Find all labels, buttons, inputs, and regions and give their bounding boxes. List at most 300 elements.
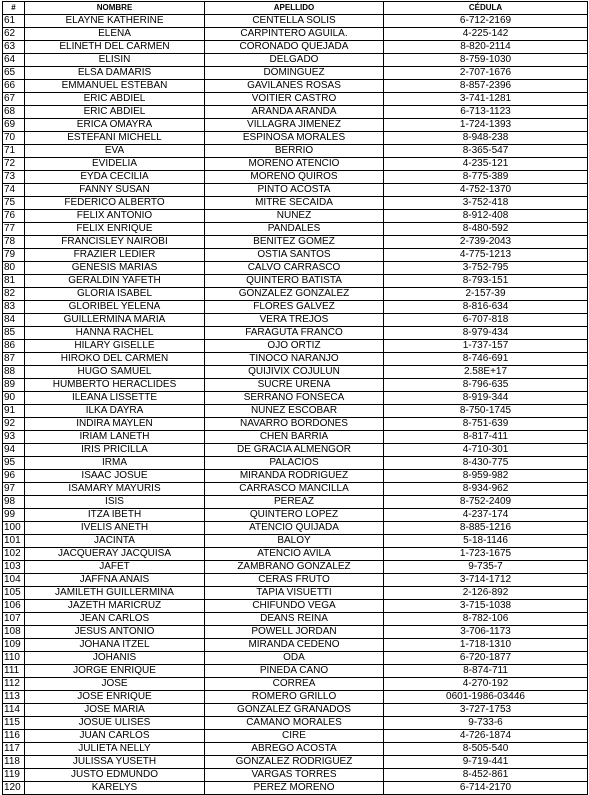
- nombre-cell: ISIS: [25, 496, 205, 509]
- apellido-cell: TINOCO NARANJO: [205, 353, 384, 366]
- cedula-cell: 3-752-795: [384, 262, 588, 275]
- row-number: 93: [3, 431, 25, 444]
- apellido-cell: VOITIER CASTRO: [205, 93, 384, 106]
- apellido-cell: PINTO ACOSTA: [205, 184, 384, 197]
- apellido-cell: CARPINTERO AGUILA.: [205, 28, 384, 41]
- apellido-cell: QUINTERO BATISTA: [205, 275, 384, 288]
- nombre-cell: EVA: [25, 145, 205, 158]
- table-header: [3, 2, 588, 15]
- table-row: [3, 444, 588, 457]
- row-number: 62: [3, 28, 25, 41]
- row-number: 76: [3, 210, 25, 223]
- apellido-cell: CAMANO MORALES: [205, 717, 384, 730]
- cedula-cell: 3-727-1753: [384, 704, 588, 717]
- table-row: [3, 93, 588, 106]
- nombre-cell: JOSE MARIA: [25, 704, 205, 717]
- cedula-cell: 0601-1986-03446: [384, 691, 588, 704]
- row-number: 98: [3, 496, 25, 509]
- cedula-cell: 3-752-418: [384, 197, 588, 210]
- nombre-cell: JULIETA NELLY: [25, 743, 205, 756]
- row-number: 108: [3, 626, 25, 639]
- table-row: [3, 483, 588, 496]
- apellido-cell: CORREA: [205, 678, 384, 691]
- row-number: 78: [3, 236, 25, 249]
- nombre-cell: HUMBERTO HERACLIDES: [25, 379, 205, 392]
- nombre-cell: HUGO SAMUEL: [25, 366, 205, 379]
- cedula-cell: 1-723-1675: [384, 548, 588, 561]
- apellido-cell: GAVILANES ROSAS: [205, 80, 384, 93]
- nombre-cell: INDIRA MAYLEN: [25, 418, 205, 431]
- apellido-cell: FARAGUTA FRANCO: [205, 327, 384, 340]
- apellido-cell: PALACIOS: [205, 457, 384, 470]
- nombre-cell: JAFET: [25, 561, 205, 574]
- cedula-cell: 1-737-157: [384, 340, 588, 353]
- apellido-cell: DEANS REINA: [205, 613, 384, 626]
- cedula-cell: 4-270-192: [384, 678, 588, 691]
- apellido-cell: GONZALEZ GRANADOS: [205, 704, 384, 717]
- table-row: [3, 561, 588, 574]
- cedula-cell: 9-733-6: [384, 717, 588, 730]
- table-row: [3, 28, 588, 41]
- table-row: [3, 275, 588, 288]
- nombre-cell: IRMA: [25, 457, 205, 470]
- row-number: 67: [3, 93, 25, 106]
- row-number: 103: [3, 561, 25, 574]
- row-number: 94: [3, 444, 25, 457]
- cedula-cell: 3-715-1038: [384, 600, 588, 613]
- cedula-cell: 8-912-408: [384, 210, 588, 223]
- nombre-cell: JULISSA YUSETH: [25, 756, 205, 769]
- nombre-cell: GERALDIN YAFETH: [25, 275, 205, 288]
- table-row: [3, 262, 588, 275]
- header-apellido: APELLIDO: [205, 2, 384, 15]
- row-number: 111: [3, 665, 25, 678]
- table-row: [3, 470, 588, 483]
- table-row: [3, 392, 588, 405]
- nombre-cell: ERICA OMAYRA: [25, 119, 205, 132]
- apellido-cell: MORENO QUIROS: [205, 171, 384, 184]
- cedula-cell: 2-126-892: [384, 587, 588, 600]
- row-number: 74: [3, 184, 25, 197]
- table-row: [3, 15, 588, 28]
- cedula-cell: 4-225-142: [384, 28, 588, 41]
- nombre-cell: JAFFNA ANAIS: [25, 574, 205, 587]
- cedula-cell: 8-919-344: [384, 392, 588, 405]
- row-number: 89: [3, 379, 25, 392]
- table-row: [3, 730, 588, 743]
- nombre-cell: JOSE ENRIQUE: [25, 691, 205, 704]
- table-body: [3, 15, 588, 795]
- cedula-cell: 3-706-1173: [384, 626, 588, 639]
- apellido-cell: CERAS FRUTO: [205, 574, 384, 587]
- cedula-cell: 8-452-861: [384, 769, 588, 782]
- nombre-cell: JOSUE ULISES: [25, 717, 205, 730]
- row-number: 65: [3, 67, 25, 80]
- table-row: [3, 119, 588, 132]
- nombre-cell: FELIX ENRIQUE: [25, 223, 205, 236]
- cedula-cell: 8-817-411: [384, 431, 588, 444]
- table-row: [3, 782, 588, 795]
- cedula-cell: 4-237-174: [384, 509, 588, 522]
- row-number: 119: [3, 769, 25, 782]
- cedula-cell: 8-430-775: [384, 457, 588, 470]
- table-row: [3, 327, 588, 340]
- cedula-cell: 9-735-7: [384, 561, 588, 574]
- cedula-cell: 8-820-2114: [384, 41, 588, 54]
- row-number: 61: [3, 15, 25, 28]
- apellido-cell: GONZALEZ RODRIGUEZ: [205, 756, 384, 769]
- apellido-cell: NUNEZ ESCOBAR: [205, 405, 384, 418]
- cedula-cell: 8-782-106: [384, 613, 588, 626]
- table-row: [3, 678, 588, 691]
- nombre-cell: IVELIS ANETH: [25, 522, 205, 535]
- table-row: [3, 600, 588, 613]
- row-number: 115: [3, 717, 25, 730]
- row-number: 86: [3, 340, 25, 353]
- cedula-cell: 8-505-540: [384, 743, 588, 756]
- row-number: 72: [3, 158, 25, 171]
- nombre-cell: FRAZIER LEDIER: [25, 249, 205, 262]
- cedula-cell: 8-750-1745: [384, 405, 588, 418]
- row-number: 116: [3, 730, 25, 743]
- nombre-cell: FELIX ANTONIO: [25, 210, 205, 223]
- nombre-cell: JESUS ANTONIO: [25, 626, 205, 639]
- row-number: 107: [3, 613, 25, 626]
- apellido-cell: CIRE: [205, 730, 384, 743]
- nombre-cell: HIROKO DEL CARMEN: [25, 353, 205, 366]
- cedula-cell: 2-739-2043: [384, 236, 588, 249]
- cedula-cell: 1-724-1393: [384, 119, 588, 132]
- apellido-cell: PINEDA CANO: [205, 665, 384, 678]
- table-row: [3, 288, 588, 301]
- cedula-cell: 3-741-1281: [384, 93, 588, 106]
- row-number: 85: [3, 327, 25, 340]
- table-row: [3, 652, 588, 665]
- apellido-cell: CALVO CARRASCO: [205, 262, 384, 275]
- row-number: 100: [3, 522, 25, 535]
- nombre-cell: HILARY GISELLE: [25, 340, 205, 353]
- apellido-cell: MIRANDA CEDENO: [205, 639, 384, 652]
- cedula-cell: 4-710-301: [384, 444, 588, 457]
- table-row: [3, 132, 588, 145]
- row-number: 97: [3, 483, 25, 496]
- row-number: 84: [3, 314, 25, 327]
- cedula-cell: 6-712-2169: [384, 15, 588, 28]
- row-number: 77: [3, 223, 25, 236]
- nombre-cell: FANNY SUSAN: [25, 184, 205, 197]
- apellido-cell: QUIJIVIX COJULUN: [205, 366, 384, 379]
- nombre-cell: ELINETH DEL CARMEN: [25, 41, 205, 54]
- table-row: [3, 587, 588, 600]
- row-number: 90: [3, 392, 25, 405]
- row-number: 96: [3, 470, 25, 483]
- cedula-cell: 5-18-1146: [384, 535, 588, 548]
- nombre-cell: ISAMARY MAYURIS: [25, 483, 205, 496]
- row-number: 75: [3, 197, 25, 210]
- apellido-cell: QUINTERO LOPEZ: [205, 509, 384, 522]
- cedula-cell: 8-979-434: [384, 327, 588, 340]
- apellido-cell: CARRASCO MANCILLA: [205, 483, 384, 496]
- row-number: 95: [3, 457, 25, 470]
- table-row: [3, 145, 588, 158]
- row-number: 81: [3, 275, 25, 288]
- cedula-cell: 8-365-547: [384, 145, 588, 158]
- table-row: [3, 496, 588, 509]
- cedula-cell: 8-746-691: [384, 353, 588, 366]
- nombre-cell: ELISIN: [25, 54, 205, 67]
- row-number: 106: [3, 600, 25, 613]
- header-cedula: CÉDULA: [384, 2, 588, 15]
- cedula-cell: 8-480-592: [384, 223, 588, 236]
- nombre-cell: EYDA CECILIA: [25, 171, 205, 184]
- apellido-cell: ZAMBRANO GONZALEZ: [205, 561, 384, 574]
- table-row: [3, 743, 588, 756]
- table-row: [3, 574, 588, 587]
- table-row: [3, 314, 588, 327]
- table-row: [3, 522, 588, 535]
- cedula-cell: 8-796-635: [384, 379, 588, 392]
- cedula-cell: 8-816-634: [384, 301, 588, 314]
- table-row: [3, 197, 588, 210]
- cedula-cell: 9-719-441: [384, 756, 588, 769]
- table-row: [3, 548, 588, 561]
- apellido-cell: ATENCIO QUIJADA: [205, 522, 384, 535]
- nombre-cell: JACINTA: [25, 535, 205, 548]
- row-number: 66: [3, 80, 25, 93]
- cedula-cell: 8-857-2396: [384, 80, 588, 93]
- table-row: [3, 80, 588, 93]
- table-row: [3, 626, 588, 639]
- table-row: [3, 54, 588, 67]
- row-number: 99: [3, 509, 25, 522]
- nombre-cell: ERIC ABDIEL: [25, 93, 205, 106]
- table-row: [3, 158, 588, 171]
- apellido-cell: VERA TREJOS: [205, 314, 384, 327]
- apellido-cell: ESPINOSA MORALES: [205, 132, 384, 145]
- table-row: [3, 717, 588, 730]
- table-row: [3, 210, 588, 223]
- nombre-cell: GENESIS MARIAS: [25, 262, 205, 275]
- nombre-cell: HANNA RACHEL: [25, 327, 205, 340]
- apellido-cell: ODA: [205, 652, 384, 665]
- row-number: 114: [3, 704, 25, 717]
- row-number: 109: [3, 639, 25, 652]
- apellido-cell: SERRANO FONSECA: [205, 392, 384, 405]
- table-row: [3, 691, 588, 704]
- nombre-cell: IRIS PRICILLA: [25, 444, 205, 457]
- nombre-cell: JAMILETH GUILLERMINA: [25, 587, 205, 600]
- cedula-cell: 8-775-389: [384, 171, 588, 184]
- row-number: 118: [3, 756, 25, 769]
- table-row: [3, 431, 588, 444]
- nombre-cell: ELSA DAMARIS: [25, 67, 205, 80]
- nombre-cell: ESTEFANI MICHELL: [25, 132, 205, 145]
- apellido-cell: POWELL JORDAN: [205, 626, 384, 639]
- table-row: [3, 613, 588, 626]
- cedula-cell: 8-874-711: [384, 665, 588, 678]
- nombre-cell: FRANCISLEY NAIROBI: [25, 236, 205, 249]
- cedula-cell: 4-235-121: [384, 158, 588, 171]
- nombre-cell: ISAAC JOSUE: [25, 470, 205, 483]
- row-number: 91: [3, 405, 25, 418]
- cedula-cell: 6-707-818: [384, 314, 588, 327]
- apellido-cell: OSTIA SANTOS: [205, 249, 384, 262]
- row-number: 80: [3, 262, 25, 275]
- nombre-cell: GLORIBEL YELENA: [25, 301, 205, 314]
- apellido-cell: ABREGO ACOSTA: [205, 743, 384, 756]
- row-number: 82: [3, 288, 25, 301]
- table-row: [3, 340, 588, 353]
- apellido-cell: MIRANDA RODRIGUEZ: [205, 470, 384, 483]
- table-row: [3, 405, 588, 418]
- apellido-cell: CENTELLA SOLIS: [205, 15, 384, 28]
- table-row: [3, 41, 588, 54]
- row-number: 64: [3, 54, 25, 67]
- nombre-cell: JAZETH MARICRUZ: [25, 600, 205, 613]
- row-number: 101: [3, 535, 25, 548]
- row-number: 104: [3, 574, 25, 587]
- apellido-cell: GONZALEZ GONZALEZ: [205, 288, 384, 301]
- cedula-cell: 8-948-238: [384, 132, 588, 145]
- nombre-cell: JOSE: [25, 678, 205, 691]
- apellido-cell: SUCRE URENA: [205, 379, 384, 392]
- row-number: 70: [3, 132, 25, 145]
- nombre-cell: ILEANA LISSETTE: [25, 392, 205, 405]
- apellido-cell: BALOY: [205, 535, 384, 548]
- row-number: 63: [3, 41, 25, 54]
- row-number: 92: [3, 418, 25, 431]
- table-row: [3, 236, 588, 249]
- row-number: 113: [3, 691, 25, 704]
- table-row: [3, 249, 588, 262]
- apellido-cell: CHIFUNDO VEGA: [205, 600, 384, 613]
- table-row: [3, 756, 588, 769]
- row-number: 102: [3, 548, 25, 561]
- nombre-cell: ERIC ABDIEL: [25, 106, 205, 119]
- row-number: 83: [3, 301, 25, 314]
- row-number: 112: [3, 678, 25, 691]
- table-row: [3, 665, 588, 678]
- row-number: 120: [3, 782, 25, 795]
- table-row: [3, 379, 588, 392]
- cedula-cell: 6-714-2170: [384, 782, 588, 795]
- apellido-cell: NAVARRO BORDONES: [205, 418, 384, 431]
- nombre-cell: EMMANUEL ESTEBAN: [25, 80, 205, 93]
- row-number: 69: [3, 119, 25, 132]
- apellido-cell: ROMERO GRILLO: [205, 691, 384, 704]
- cedula-cell: 8-759-1030: [384, 54, 588, 67]
- table-row: [3, 184, 588, 197]
- row-number: 79: [3, 249, 25, 262]
- nombre-cell: EVIDELIA: [25, 158, 205, 171]
- cedula-cell: 8-959-982: [384, 470, 588, 483]
- table-row: [3, 171, 588, 184]
- row-number: 71: [3, 145, 25, 158]
- apellido-cell: CHEN BARRIA: [205, 431, 384, 444]
- cedula-cell: 3-714-1712: [384, 574, 588, 587]
- cedula-cell: 6-713-1123: [384, 106, 588, 119]
- apellido-cell: MITRE SECAIDA: [205, 197, 384, 210]
- apellido-cell: CORONADO QUEJADA: [205, 41, 384, 54]
- nombre-cell: JUAN CARLOS: [25, 730, 205, 743]
- apellido-cell: ARANDA ARANDA: [205, 106, 384, 119]
- apellido-cell: OJO ORTIZ: [205, 340, 384, 353]
- cedula-cell: 4-726-1874: [384, 730, 588, 743]
- header-number: #: [3, 2, 25, 15]
- nombre-cell: JEAN CARLOS: [25, 613, 205, 626]
- table-row: [3, 509, 588, 522]
- nombre-cell: FEDERICO ALBERTO: [25, 197, 205, 210]
- cedula-cell: 4-752-1370: [384, 184, 588, 197]
- nombre-cell: JOHANIS: [25, 652, 205, 665]
- nombre-cell: ELAYNE KATHERINE: [25, 15, 205, 28]
- cedula-cell: 2.58E+17: [384, 366, 588, 379]
- row-number: 73: [3, 171, 25, 184]
- table-row: [3, 301, 588, 314]
- nombre-cell: JORGE ENRIQUE: [25, 665, 205, 678]
- table-row: [3, 457, 588, 470]
- table-row: [3, 353, 588, 366]
- apellido-cell: DOMINGUEZ: [205, 67, 384, 80]
- table-row: [3, 639, 588, 652]
- cedula-cell: 6-720-1877: [384, 652, 588, 665]
- apellido-cell: MORENO ATENCIO: [205, 158, 384, 171]
- cedula-cell: 8-885-1216: [384, 522, 588, 535]
- apellido-cell: VILLAGRA JIMENEZ: [205, 119, 384, 132]
- row-number: 117: [3, 743, 25, 756]
- cedula-cell: 8-793-151: [384, 275, 588, 288]
- nombre-cell: KARELYS: [25, 782, 205, 795]
- cedula-cell: 2-707-1676: [384, 67, 588, 80]
- cedula-cell: 8-934-962: [384, 483, 588, 496]
- row-number: 88: [3, 366, 25, 379]
- apellido-cell: VARGAS TORRES: [205, 769, 384, 782]
- cedula-cell: 8-752-2409: [384, 496, 588, 509]
- nombre-cell: ITZA IBETH: [25, 509, 205, 522]
- cedula-cell: 1-718-1310: [384, 639, 588, 652]
- apellido-cell: DELGADO: [205, 54, 384, 67]
- row-number: 105: [3, 587, 25, 600]
- table-row: [3, 535, 588, 548]
- cedula-cell: 4-775-1213: [384, 249, 588, 262]
- table-row: [3, 366, 588, 379]
- apellido-cell: BENITEZ GOMEZ: [205, 236, 384, 249]
- apellido-cell: FLORES GALVEZ: [205, 301, 384, 314]
- header-nombre: NOMBRE: [25, 2, 205, 15]
- table-row: [3, 106, 588, 119]
- apellido-cell: BERRIO: [205, 145, 384, 158]
- apellido-cell: NUNEZ: [205, 210, 384, 223]
- apellido-cell: TAPIA VISUETTI: [205, 587, 384, 600]
- apellido-cell: DE GRACIA ALMENGOR: [205, 444, 384, 457]
- apellido-cell: PANDALES: [205, 223, 384, 236]
- cedula-cell: 2-157-39: [384, 288, 588, 301]
- row-number: 110: [3, 652, 25, 665]
- table-row: [3, 769, 588, 782]
- nombre-cell: IRIAM LANETH: [25, 431, 205, 444]
- row-number: 68: [3, 106, 25, 119]
- nombre-cell: ILKA DAYRA: [25, 405, 205, 418]
- nombre-cell: ELENA: [25, 28, 205, 41]
- table-row: [3, 704, 588, 717]
- apellido-cell: ATENCIO AVILA: [205, 548, 384, 561]
- row-number: 87: [3, 353, 25, 366]
- table-row: [3, 418, 588, 431]
- nombre-cell: JOHANA ITZEL: [25, 639, 205, 652]
- header-row: [3, 2, 588, 15]
- table-row: [3, 223, 588, 236]
- registry-table: [2, 1, 588, 795]
